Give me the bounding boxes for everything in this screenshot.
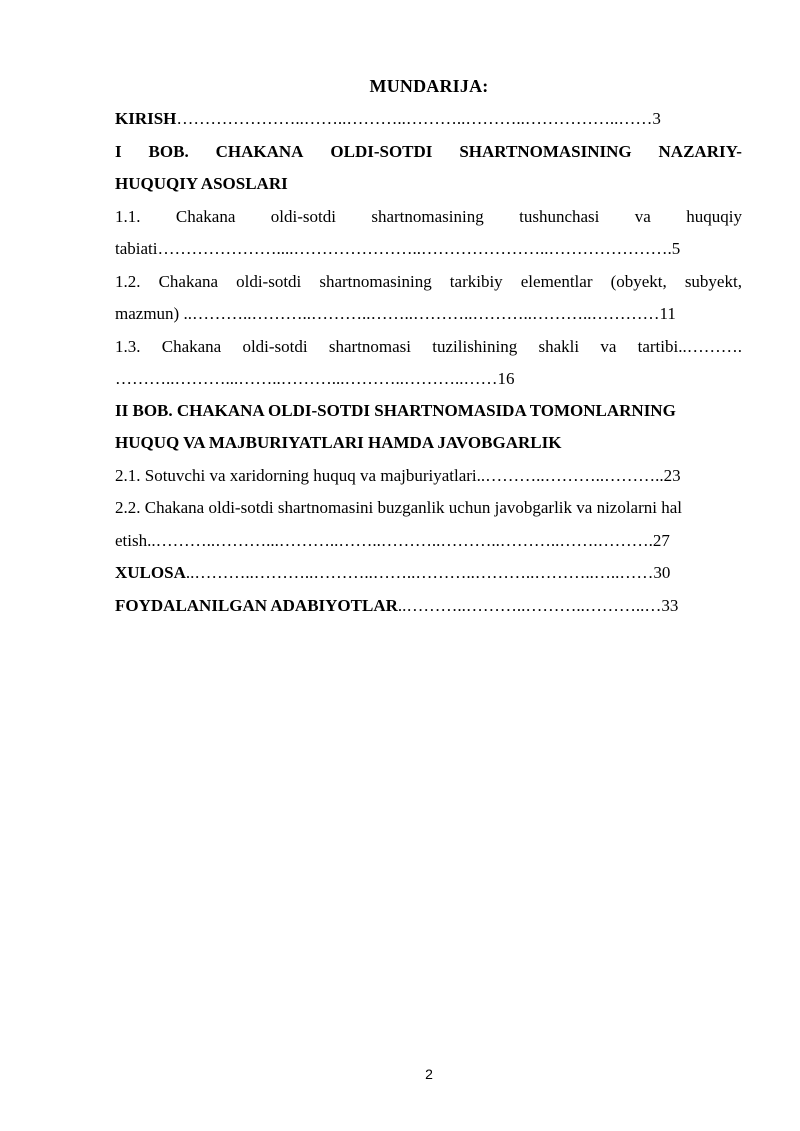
toc-word: oldi-sotdi bbox=[270, 207, 336, 226]
toc-section-2-1[interactable] bbox=[115, 465, 742, 487]
page-number: 2 bbox=[425, 1066, 433, 1082]
toc-section-1-2-line2[interactable] bbox=[115, 303, 742, 325]
toc-page-number: 33 bbox=[661, 596, 679, 615]
toc-entry-adabiyotlar[interactable] bbox=[115, 595, 742, 617]
toc-word: (obyekt, bbox=[610, 272, 667, 291]
toc-word: shartnomasining bbox=[371, 207, 484, 226]
toc-section-1-1-line1[interactable] bbox=[115, 206, 742, 228]
toc-word: SHARTNOMASINING bbox=[459, 142, 632, 161]
toc-word: shakli bbox=[538, 337, 580, 356]
toc-section-2-2-line1[interactable]: 2.2. Chakana oldi-sotdi shartnomasini buzganlik uchun javobgarlik va nizolarni hal bbox=[115, 498, 683, 517]
toc-entry-text: etish..………..………...………..……..………..………..………..…….………. bbox=[115, 531, 653, 550]
toc-page-number: 5 bbox=[671, 239, 681, 258]
toc-chapter-2-line1[interactable]: II BOB. CHAKANA OLDI-SOTDI SHARTNOMASIDA TOMONLARNING bbox=[115, 401, 676, 420]
toc-word: CHAKANA bbox=[215, 142, 304, 161]
toc-word: I bbox=[115, 142, 122, 161]
toc-word: 1.3. bbox=[115, 337, 141, 356]
toc-word: 1.2. bbox=[115, 272, 141, 291]
toc-word: tartibi..………. bbox=[637, 337, 742, 356]
toc-page-number: 11 bbox=[659, 304, 676, 323]
toc-page-number: 16 bbox=[497, 369, 515, 388]
toc-entry-label: KIRISH bbox=[115, 109, 177, 128]
toc-word: tushunchasi bbox=[519, 207, 600, 226]
toc-section-1-3-line2[interactable] bbox=[115, 368, 742, 390]
toc-page-number: 30 bbox=[653, 563, 671, 582]
toc-word: shartnomasining bbox=[319, 272, 432, 291]
toc-page-number: 27 bbox=[652, 531, 670, 550]
toc-entry-text: ………..………...……..………...………..………..…… bbox=[115, 369, 498, 388]
toc-chapter-1-line1[interactable] bbox=[115, 141, 742, 163]
toc-word: huquqiy bbox=[686, 207, 742, 226]
toc-word: BOB. bbox=[148, 142, 189, 161]
toc-word: Chakana bbox=[175, 207, 236, 226]
toc-word: oldi-sotdi bbox=[242, 337, 308, 356]
toc-page-number: 23 bbox=[663, 466, 681, 485]
toc-section-1-3-line1[interactable] bbox=[115, 336, 742, 358]
toc-chapter-2-line2[interactable]: HUQUQ VA MAJBURIYATLARI HAMDA JAVOBGARLIK bbox=[115, 433, 562, 452]
toc-word: tuzilishining bbox=[432, 337, 518, 356]
toc-word: Chakana bbox=[158, 272, 219, 291]
toc-word: 1.1. bbox=[115, 207, 141, 226]
toc-section-1-1-line2[interactable] bbox=[115, 238, 742, 260]
toc-word: NAZARIY- bbox=[658, 142, 742, 161]
toc-section-2-2-line2[interactable] bbox=[115, 530, 742, 552]
toc-word: va bbox=[600, 337, 617, 356]
toc-word: oldi-sotdi bbox=[236, 272, 302, 291]
toc-leader-dots: …………………..……..………..………..………..……………..…… bbox=[176, 109, 653, 128]
toc-word: OLDI-SOTDI bbox=[330, 142, 433, 161]
toc-word: Chakana bbox=[161, 337, 222, 356]
toc-entry-text: mazmun) ..………..………..………..……..………..………..………..………… bbox=[115, 304, 660, 323]
toc-entry-label: XULOSA bbox=[115, 563, 186, 582]
toc-entry-text: 2.1. Sotuvchi va xaridorning huquq va majburiyatlari..………..………..……….. bbox=[115, 466, 664, 485]
toc-leader-dots: ..………..………..………..………..… bbox=[397, 596, 662, 615]
toc-entry-text: tabiati…………………....…………………..…………………..…………………. bbox=[115, 239, 672, 258]
toc-section-1-2-line1[interactable] bbox=[115, 271, 742, 293]
toc-entry-xulosa[interactable] bbox=[115, 562, 742, 584]
toc-page-number: 3 bbox=[652, 109, 661, 128]
toc-word: shartnomasi bbox=[328, 337, 412, 356]
toc-word: va bbox=[634, 207, 651, 226]
toc-leader-dots: ..………..………..………..……..………..………..………..…..…… bbox=[185, 563, 654, 582]
toc-word: elementlar bbox=[520, 272, 593, 291]
toc-chapter-1-line2[interactable]: HUQUQIY ASOSLARI bbox=[115, 174, 288, 193]
toc-word: subyekt, bbox=[684, 272, 742, 291]
page-title: MUNDARIJA: bbox=[369, 76, 489, 96]
toc-entry-kirish[interactable] bbox=[115, 108, 742, 130]
toc-entry-label: FOYDALANILGAN ADABIYOTLAR bbox=[115, 596, 398, 615]
toc-word: tarkibiy bbox=[449, 272, 503, 291]
